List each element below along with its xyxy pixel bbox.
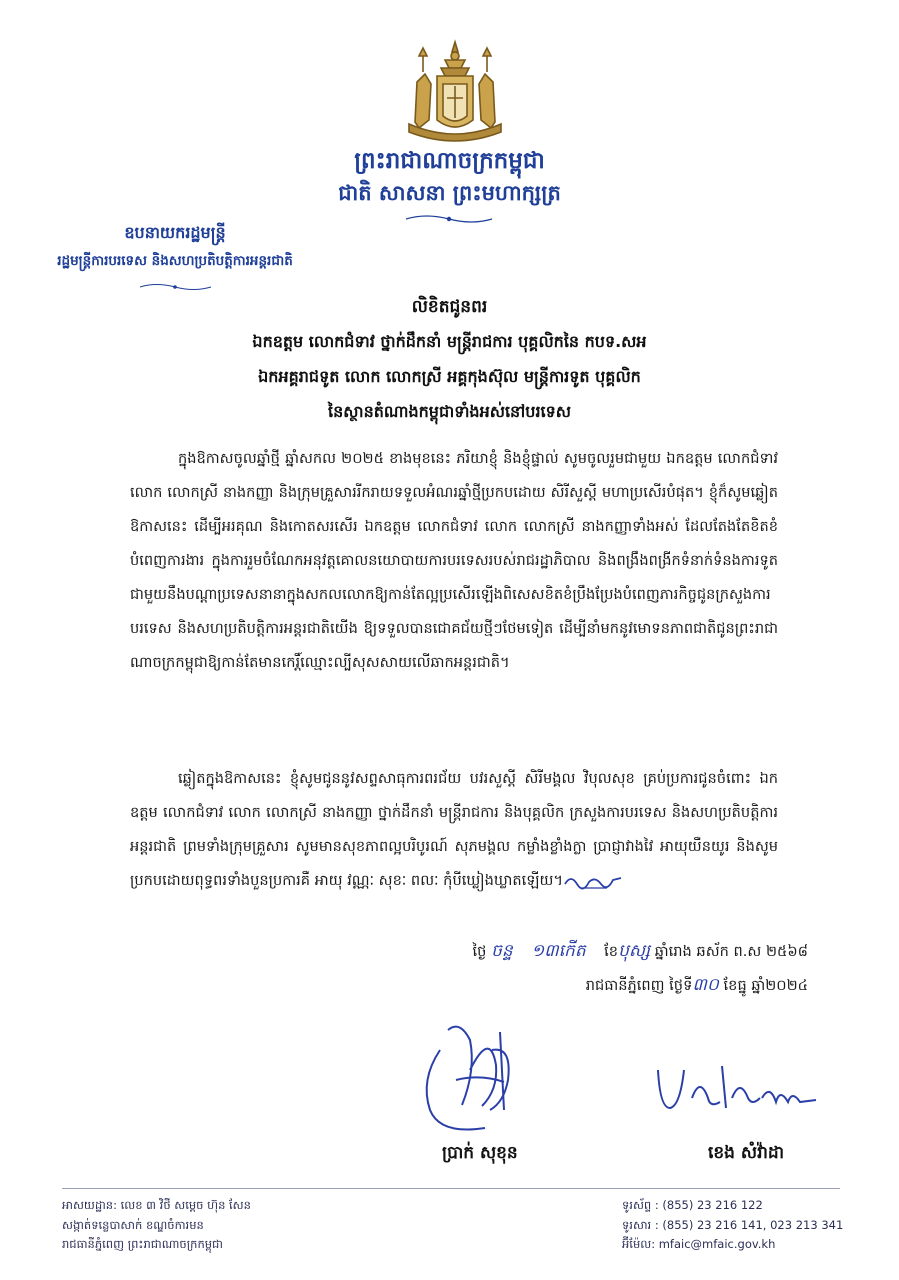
phone-number: ទូរស័ព្ទ : (855) 23 216 122 [622, 1198, 763, 1212]
recipients-line-3: នៃស្ថានតំណាងកម្ពុជាទាំងអស់នៅបរទេស [328, 402, 571, 421]
recipients-line-1: ឯកឧត្តម លោកជំទាវ ថ្នាក់ដឹកនាំ មន្ត្រីរាជការ បុគ្គលិកនៃ កបទ.សអ [252, 332, 647, 351]
email-address[interactable]: អ៊ីម៉ែល: mfaic@mfaic.gov.kh [622, 1237, 776, 1251]
lunar-weekday: ចន្ទ [491, 941, 513, 961]
lunar-day: ១៣កើត [531, 941, 586, 961]
signer-name-left: ប្រាក់ សុខុន [442, 1143, 518, 1163]
office-title: ឧបនាយករដ្ឋមន្ត្រី [124, 223, 226, 242]
body-paragraph-2 [130, 762, 778, 898]
letter-title: លិខិតជូនពរ [411, 297, 488, 317]
body-paragraph-1: ក្នុងឱកាសចូលឆ្នាំថ្មី ឆ្នាំសកល ២០២៥ ខាងមុខនេះ ភរិយាខ្ញុំ និងខ្ញុំផ្ទាល់ សូមចូលរួមជាមួយ ឯកឧត្តម លោកជំទាវ លោក លោកស្រី នាងកញ្ញា និងក្រុមគ្រួសាររីករាយទទួលអំណរឆ្នាំថ្មីប្រកបដោយ សិរីសួស្តី មហាប្រសើរបំផុត។ ខ្ញុំក៏សូមឆ្លៀតឱកាសនេះ ដើម្បីអរគុណ និងកោតសរសើរ ឯកឧត្តម លោកជំទាវ លោក លោកស្រី នាងកញ្ញាទាំងអស់ ដែលតែងតែខិតខំបំពេញការងារ ក្នុងការរួមចំណែកអនុវត្តគោលនយោបាយការបរទេសរបស់រាជរដ្ឋាភិបាល និងពង្រឹងពង្រីកទំនាក់ទំនងការទូតជាមួយនឹងបណ្តាប្រទេសនានាក្នុងសកលលោកឱ្យកាន់តែល្អប្រសើរឡើងពិសេសខិតខំប្រឹងប្រែងបំពេញភារកិច្ចជូនក្រសួងការបរទេស និងសហប្រតិបត្តិការអន្តរជាតិយើង ឱ្យទទួលបានជោគជ័យថ្មីៗថែមទៀត ដើម្បីនាំមកនូវមោទនភាពជាតិជូនព្រះរាជាណាចក្រកម្ពុជាឱ្យកាន់តែមានកេរ្តិ៍ឈ្មោះល្បីសុសសាយលើឆាកអន្តរជាតិ។ [130, 450, 778, 671]
initials-scribble-icon [563, 872, 623, 890]
address-line-3: រាជធានីភ្នំពេញ ព្រះរាជាណាចក្រកម្ពុជា [62, 1237, 223, 1251]
decorative-flourish-icon [138, 282, 213, 292]
address-line-1: អាសយដ្ឋាន: លេខ ៣ វិថី សម្តេច ហ៊ុន សែន [62, 1198, 251, 1212]
solar-date-prefix: រាជធានីភ្នំពេញ ថ្ងៃទី [585, 977, 693, 994]
footer-divider [62, 1188, 840, 1189]
ministry-title: រដ្ឋមន្ត្រីការបរទេស និងសហប្រតិបត្តិការអន្តរជាតិ [57, 253, 293, 269]
kingdom-name: ព្រះរាជាណាចក្រកម្ពុជា [354, 148, 545, 174]
decorative-flourish-icon [404, 213, 494, 225]
recipients-line-2: ឯកអគ្គរាជទូត លោក លោកស្រី អគ្គកុងស៊ុល មន្ត្រីការទូត បុគ្គលិក [258, 367, 641, 386]
lunar-month: បុស្ស [618, 941, 651, 961]
fax-number: ទូរសារ : (855) 23 216 141, 023 213 341 [622, 1217, 844, 1232]
solar-day: ៣០ [692, 975, 719, 995]
lunar-date [0, 940, 808, 965]
lunar-month-prefix: ខែ [604, 943, 619, 960]
solar-date [0, 974, 808, 999]
lunar-date-prefix: ថ្ងៃ [472, 943, 487, 960]
national-motto: ជាតិ សាសនា ព្រះមហាក្សត្រ [338, 181, 561, 205]
address-line-2: សង្កាត់ទន្លេបាសាក់ ខណ្ឌចំការមន [62, 1217, 204, 1232]
footer-address [62, 1196, 251, 1255]
footer-contacts [622, 1196, 843, 1255]
lunar-year: ឆ្នាំរោង ឆស័ក ព.ស ២៥៦៨ [654, 943, 808, 960]
solar-month-year: ខែធ្នូ ឆ្នាំ២០២៤ [723, 977, 808, 994]
signer-name-right: ខេង សំវ៉ាដា [708, 1143, 785, 1163]
body-paragraph-2-text: ឆ្លៀតក្នុងឱកាសនេះ ខ្ញុំសូមជូននូវសព្ទសាធុការពរជ័យ បវរសួស្តី សិរីមង្គល វិបុលសុខ គ្រប់ប្រការជូនចំពោះ ឯកឧត្តម លោកជំទាវ លោក លោកស្រី នាងកញ្ញា ថ្នាក់ដឹកនាំ មន្ត្រីរាជការ និងបុគ្គលិក ក្រសួងការបរទេស និងសហប្រតិបត្តិការអន្តរជាតិ ព្រមទាំងក្រុមគ្រួសារ សូមមានសុខភាពល្អបរិបូរណ៍ សុភមង្គល កម្លាំងខ្លាំងក្លា ប្រាជ្ញាវាងវៃ អាយុយឺនយូរ និងសូមប្រកបដោយពុទ្ធពរទាំងបួនប្រការគឺ អាយុ វណ្ណៈ សុខៈ ពលៈ កុំបីឃ្លៀងឃ្លាតឡើយ។ [130, 770, 778, 889]
signature-kheng-samvada [650, 1058, 820, 1128]
signature-prak-sokhonn [400, 1010, 550, 1140]
royal-coat-of-arms-icon [395, 38, 515, 150]
